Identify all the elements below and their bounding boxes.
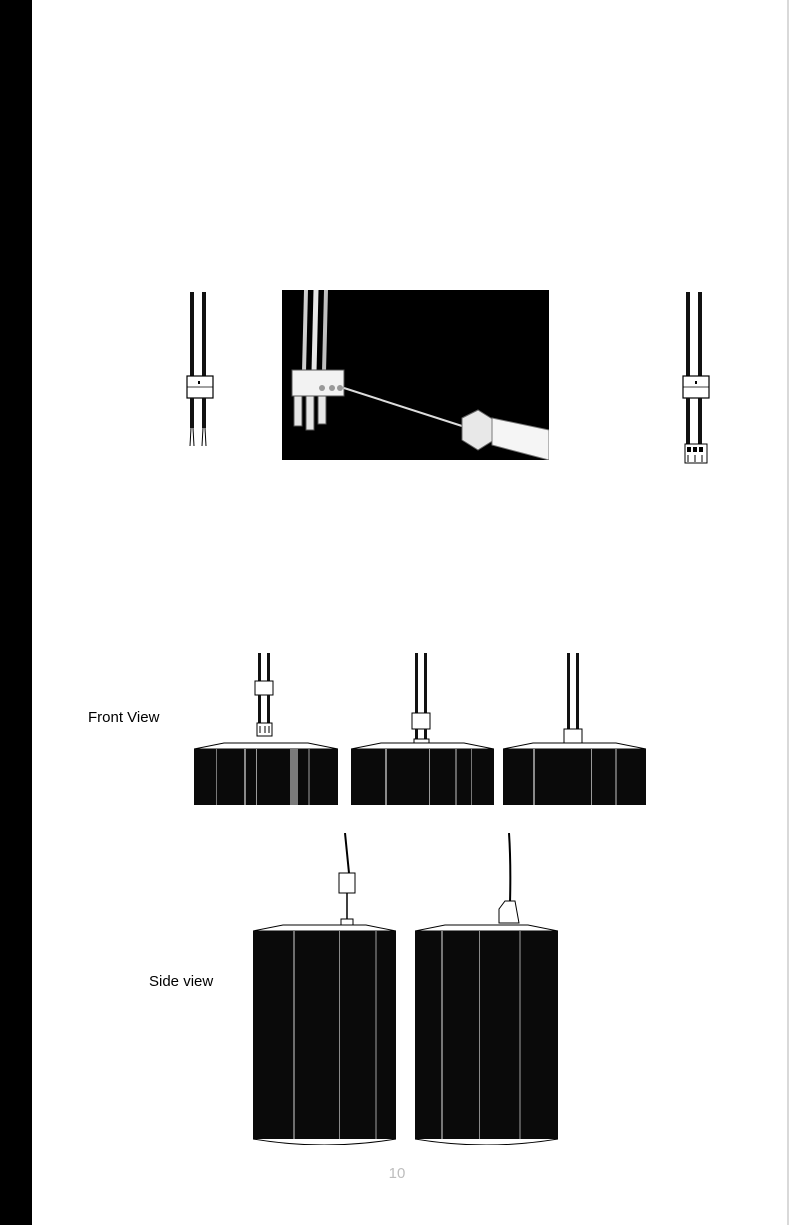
front-view-label: Front View	[88, 709, 160, 726]
page-edge-line	[787, 0, 789, 1225]
front-view-fixture-3	[503, 653, 646, 805]
page-spine-bar	[0, 0, 32, 1225]
side-view-fixture-2	[415, 833, 558, 1145]
cable-terminal-block-illustration	[676, 290, 716, 465]
screw-terminal-photo	[282, 290, 549, 460]
front-view-fixture-2	[351, 653, 494, 805]
side-view-label: Side view	[149, 973, 214, 990]
front-view-fixture-1	[194, 653, 338, 805]
side-view-fixture-1	[253, 833, 396, 1145]
cable-bare-wires-illustration	[180, 290, 220, 450]
page-number: 10	[388, 1165, 406, 1182]
